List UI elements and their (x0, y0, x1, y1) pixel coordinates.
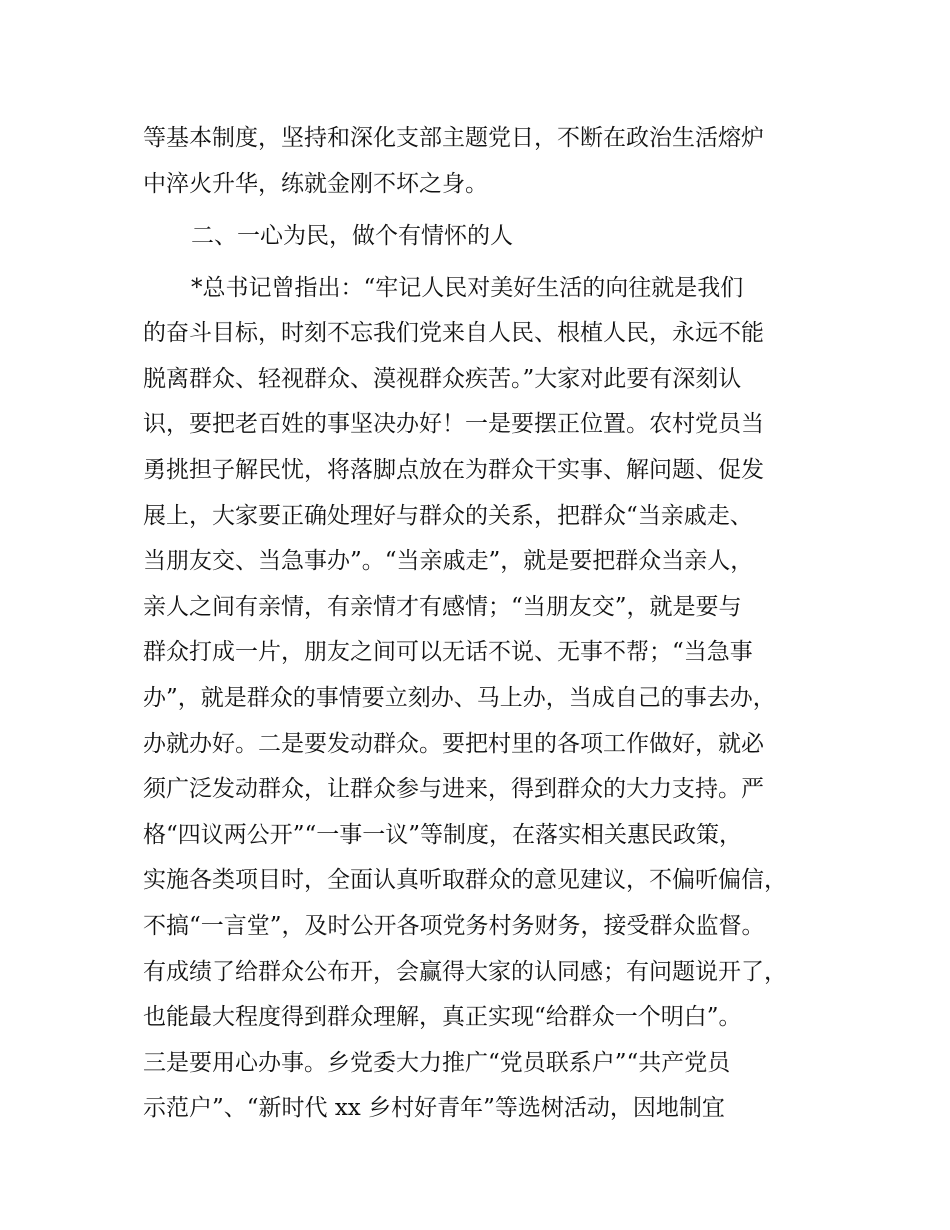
paragraph-2-line-19: 示范户”、“新时代 xx 乡村好青年”等选树活动，因地制宜 (143, 1095, 725, 1121)
paragraph-2-line-17: 也能最大程度得到群众理解，真正实现“给群众一个明白”。 (143, 1004, 742, 1030)
paragraph-2-line-15: 不搞“一言堂”，及时公开各项党务村务财务，接受群众监督。 (143, 913, 765, 939)
paragraph-2-line-16: 有成绩了给群众公布开，会赢得大家的认同感；有问题说开了， (143, 959, 787, 985)
paragraph-2-line-13: 格“四议两公开”“一事一议”等制度，在落实相关惠民政策， (143, 822, 743, 848)
paragraph-2-line-14: 实施各类项目时，全面认真听取群众的意见建议，不偏听偏信， (143, 867, 787, 893)
paragraph-2-line-2: 的奋斗目标，时刻不忘我们党来自人民、根植人民，永远不能 (143, 320, 764, 346)
paragraph-2-line-3: 脱离群众、轻视群众、漠视群众疾苦。”大家对此要有深刻认 (143, 366, 742, 392)
paragraph-2-line-7: 当朋友交、当急事办”。“当亲戚走”，就是要把群众当亲人， (143, 548, 754, 574)
paragraph-2-line-18: 三是要用心办事。乡党委大力推广“党员联系户”“共产党员 (143, 1050, 731, 1076)
paragraph-2-line-5: 勇挑担子解民忧，将落脚点放在为群众干实事、解问题、促发 (143, 457, 764, 483)
paragraph-2-line-12: 须广泛发动群众，让群众参与进来，得到群众的大力支持。严 (143, 776, 764, 802)
paragraph-1-line-2: 中淬火升华，练就金刚不坏之身。 (143, 171, 488, 197)
paragraph-2-line-9: 群众打成一片，朋友之间可以无话不说、无事不帮；“当急事 (143, 639, 753, 665)
paragraph-2-line-6: 展上，大家要正确处理好与群众的关系，把群众“当亲戚走、 (143, 503, 753, 529)
paragraph-2-line-10: 办”，就是群众的事情要立刻办、马上办，当成自己的事去办， (143, 685, 776, 711)
paragraph-2-line-11: 办就办好。二是要发动群众。要把村里的各项工作做好，就必 (143, 731, 764, 757)
paragraph-2-line-4: 识，要把老百姓的事坚决办好！一是要摆正位置。农村党员当 (143, 411, 764, 437)
section-heading: 二、一心为民，做个有情怀的人 (191, 223, 513, 249)
paragraph-2-line-8: 亲人之间有亲情，有亲情才有感情；“当朋友交”，就是要与 (143, 594, 742, 620)
paragraph-1-line-1: 等基本制度，坚持和深化支部主题党日，不断在政治生活熔炉 (143, 125, 764, 151)
paragraph-2-line-1: *总书记曾指出：“牢记人民对美好生活的向往就是我们 (191, 275, 744, 301)
